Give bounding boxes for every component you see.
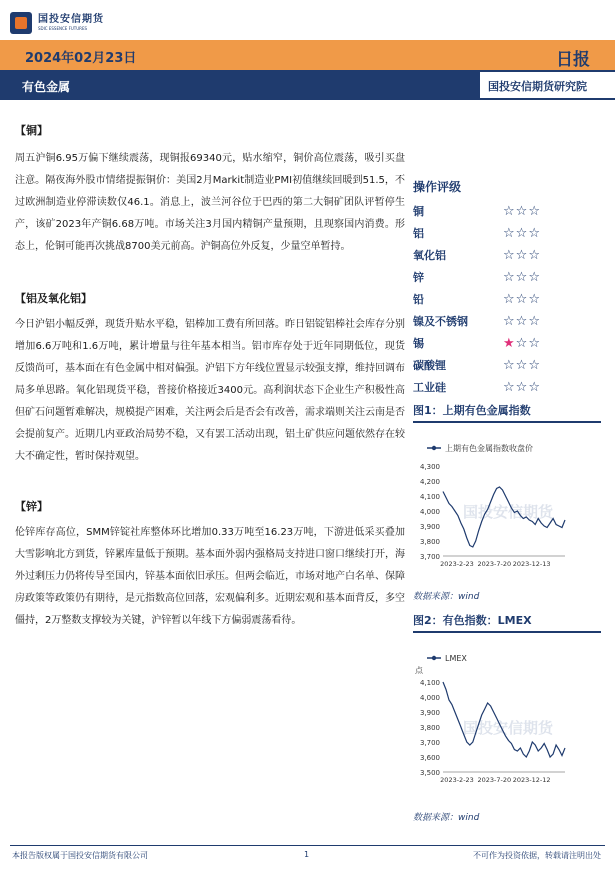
report-type: 日报 — [556, 50, 590, 70]
y-tick-label: 3,600 — [419, 754, 440, 762]
rating-star: ☆ — [515, 379, 529, 395]
rating-stars — [503, 226, 541, 241]
rating-name: 锌 — [413, 271, 424, 284]
section-body-zinc: 伦锌库存高位，SMM锌锭社库整体环比增加0.33万吨至16.23万吨，下游进低采买叠加大雪影响北方到货，锌累库量低于预期。基本面外弱内强格局支持进口窗口继续打开，海外过剩压力仍将传导至国内，锌基本面依旧承压。但两会临近，市场对地产白名单、保障房政策等政策仍有期待，是元指数高位回落，宏观偏利多。近期宏观和基本面背反，多空僵持，2万整数支撑较为关键，沪锌暂以年线下方偏弱震荡看待。 — [15, 527, 405, 626]
rating-row — [413, 332, 601, 354]
x-tick-label: 2023-12-13 — [512, 560, 551, 568]
y-tick-label: 3,800 — [419, 724, 440, 732]
section-title-copper: 【铜】 — [15, 124, 48, 137]
institution-name: 国投安信期货研究院 — [488, 80, 587, 93]
rating-stars — [503, 270, 541, 285]
y-tick-label: 3,900 — [419, 523, 440, 531]
main-column — [15, 122, 405, 632]
figure-2-title: 图2：有色指数：LMEX — [413, 612, 601, 633]
legend-marker — [432, 656, 436, 660]
figure-1-title: 图1：上期有色金属指数 — [413, 402, 601, 423]
rating-stars — [503, 336, 541, 351]
institution-box — [480, 72, 615, 98]
y-tick-label: 4,100 — [419, 679, 440, 687]
rating-star: ★ — [503, 335, 516, 351]
sector-title: 有色金属 — [22, 80, 71, 94]
footer-disclaimer: 不可作为投资依据，转载请注明出处 — [473, 851, 601, 860]
x-tick-label: 2023-7-20 — [477, 560, 512, 568]
rating-star: ☆ — [528, 335, 541, 351]
rating-name: 铝 — [413, 227, 424, 240]
figure-2-chart — [413, 636, 601, 806]
rating-star: ☆ — [528, 357, 541, 373]
company-logo — [10, 10, 104, 36]
y-tick-label: 4,000 — [419, 694, 440, 702]
unit-label: 点 — [415, 666, 423, 675]
figure-1-svg — [413, 426, 601, 586]
rating-row — [413, 376, 601, 398]
rating-name: 镍及不锈钢 — [413, 315, 468, 328]
y-tick-label: 3,700 — [419, 739, 440, 747]
logo-mark — [10, 12, 32, 34]
rating-star: ☆ — [503, 269, 516, 285]
rating-stars — [503, 380, 541, 395]
rating-list — [413, 200, 601, 398]
x-tick-label: 2023-7-20 — [477, 776, 512, 784]
rating-star: ☆ — [515, 357, 529, 373]
rating-star: ☆ — [503, 247, 516, 263]
rating-row — [413, 222, 601, 244]
rating-row — [413, 266, 601, 288]
rating-star: ☆ — [503, 291, 516, 307]
rating-stars — [503, 204, 541, 219]
rating-star: ☆ — [503, 203, 516, 219]
rating-row — [413, 200, 601, 222]
logo-name: 国投安信期货 — [38, 14, 104, 25]
figure-2-source: 数据来源：wind — [413, 813, 480, 823]
watermark-text: 国投安信期货 — [463, 719, 554, 737]
y-tick-label: 4,000 — [419, 508, 440, 516]
watermark-text: 国投安信期货 — [463, 503, 554, 521]
y-tick-label: 4,300 — [419, 463, 440, 471]
section-title-zinc: 【锌】 — [15, 500, 48, 513]
rating-star: ☆ — [503, 379, 516, 395]
figure-2-svg — [413, 636, 601, 806]
x-tick-label: 2023-2-23 — [440, 560, 474, 568]
rating-stars — [503, 292, 541, 307]
rating-star: ☆ — [515, 291, 529, 307]
rating-name: 氧化铝 — [413, 249, 446, 262]
rating-star: ☆ — [515, 203, 529, 219]
rating-star: ☆ — [528, 379, 541, 395]
rating-star: ☆ — [515, 313, 529, 329]
rating-name: 铅 — [413, 293, 424, 306]
sector-bar — [0, 70, 615, 100]
rating-name: 锡 — [413, 337, 424, 350]
rating-star: ☆ — [503, 313, 516, 329]
rating-star: ☆ — [503, 357, 516, 373]
figure-1-chart — [413, 426, 601, 586]
rating-star: ☆ — [528, 269, 541, 285]
rating-stars — [503, 358, 541, 373]
y-tick-label: 3,700 — [419, 553, 440, 561]
section-body-aluminium: 今日沪铝小幅反弹，现货升贴水平稳，铝棒加工费有所回落。昨日铝锭铝棒社会库存分别增加6.6万吨和1.6万吨，累计增量与往年基本相当。铝市库存处于近年同期低位，现货反馈尚可，基本面在有色金属中相对偏强。沪铝下方年线位置显示较强支撑，维持回调布局多单思路。氧化铝现货平稳，普接价格接近3400元。高利润状态下企业生产积极性高但矿石问题暂难解决，规模提产困难，关注两会后是否会有改善，需求端则关注云南是否会提前复产。近期几内亚政治局势不稳，又有罢工活动出现，铝土矿供应问题依然存在较大不确定性，暂时保持观望。 — [15, 319, 405, 462]
rating-name: 铜 — [413, 205, 424, 218]
rating-star: ☆ — [528, 291, 541, 307]
rating-star: ☆ — [528, 203, 541, 219]
rating-star: ☆ — [528, 247, 541, 263]
page-number: 1 — [304, 850, 310, 859]
rating-row — [413, 310, 601, 332]
rating-star: ☆ — [503, 225, 516, 241]
y-tick-label: 3,800 — [419, 538, 440, 546]
figure-1-source: 数据来源：wind — [413, 592, 480, 602]
section-title-aluminium: 【铝及氧化铝】 — [15, 292, 92, 305]
date-bar — [0, 40, 615, 70]
x-tick-label: 2023-2-23 — [440, 776, 474, 784]
footer-divider — [10, 845, 605, 846]
rating-star: ☆ — [528, 225, 541, 241]
rating-row — [413, 288, 601, 310]
legend-label: 上期有色金属指数收盘价 — [445, 444, 533, 453]
section-body-copper: 周五沪铜6.95万偏下继续震荡，现铜报69340元，贴水缩窄，铜价高位震荡，吸引买盘注意。隔夜海外股市情绪提振铜价：美国2月Markit制造业PMI初值继续回暖到51.5，不过欧洲制造业停滞读数仅46.1。消息上，波兰河谷位于巴西的第二大铜矿团队评暂停生产，该矿2023年产铜6.68万吨。市场关注3月国内精铜产量预期，且现察国内消费。形态上，伦铜可能再次挑战8700美元前高。沪铜高位外反复，少量空单暂持。 — [15, 153, 405, 252]
rating-star: ☆ — [515, 247, 529, 263]
y-tick-label: 4,200 — [419, 478, 440, 486]
x-tick-label: 2023-12-12 — [512, 776, 551, 784]
report-date: 2024年02月23日 — [25, 51, 137, 66]
rating-stars — [503, 314, 541, 329]
legend-label: LMEX — [445, 654, 467, 663]
rating-title: 操作评级 — [413, 180, 462, 194]
footer-copyright: 本报告版权属于国投安信期货有限公司 — [12, 851, 148, 860]
rating-name: 工业硅 — [413, 381, 446, 394]
rating-row — [413, 244, 601, 266]
logo-english-name: SDIC ESSENCE FUTURES — [38, 26, 88, 31]
rating-stars — [503, 248, 541, 263]
y-tick-label: 4,100 — [419, 493, 440, 501]
y-tick-label: 3,500 — [419, 769, 440, 777]
rating-star: ☆ — [515, 225, 529, 241]
rating-name: 碳酸锂 — [413, 359, 446, 372]
y-tick-label: 3,900 — [419, 709, 440, 717]
rating-row — [413, 354, 601, 376]
rating-star: ☆ — [515, 335, 529, 351]
rating-star: ☆ — [528, 313, 541, 329]
legend-marker — [432, 446, 436, 450]
rating-star: ☆ — [515, 269, 529, 285]
